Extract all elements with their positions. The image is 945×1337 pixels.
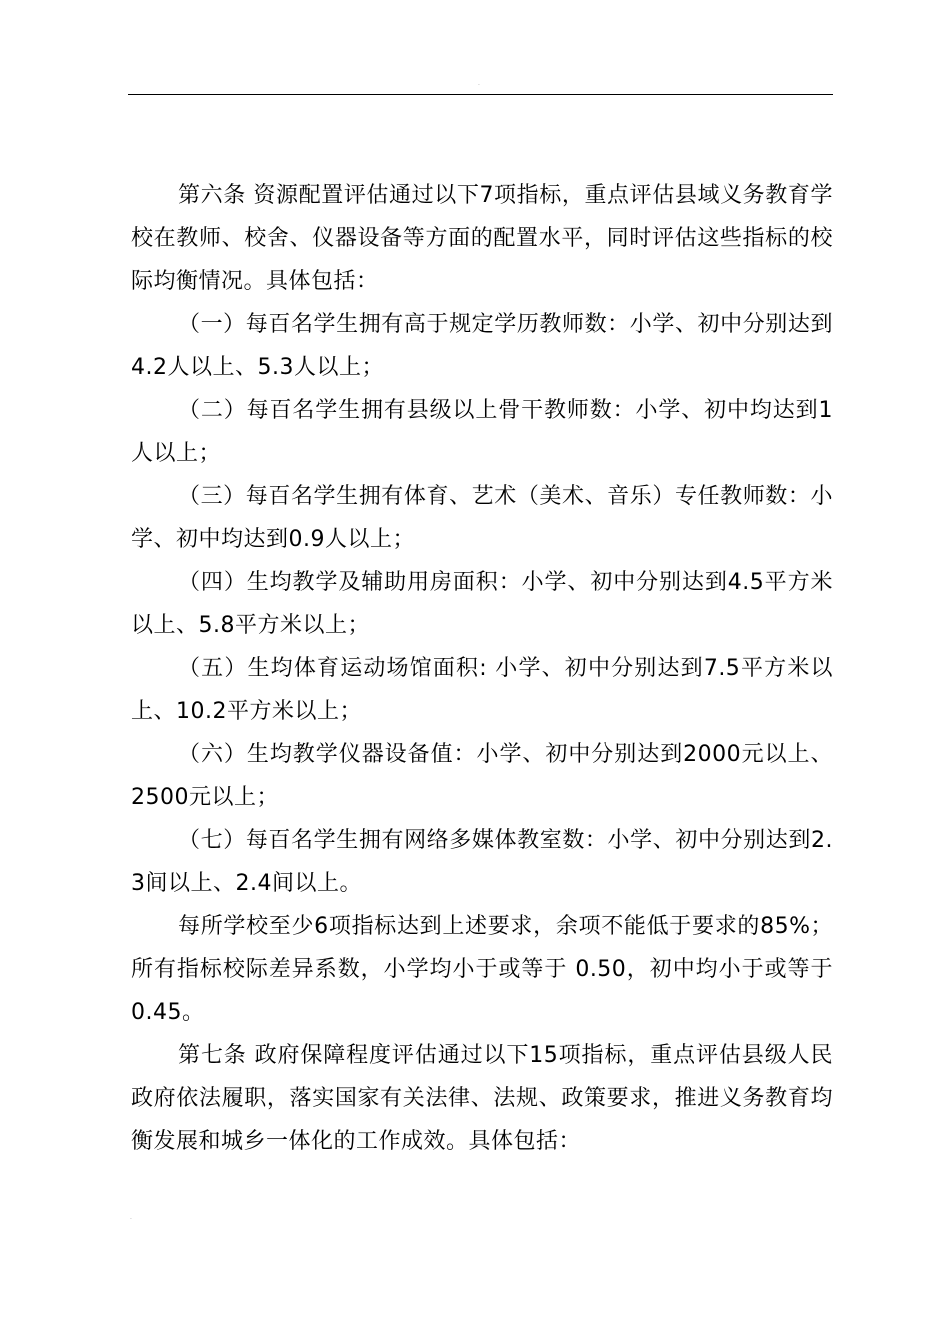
- item-5-paragraph: （五）生均体育运动场馆面积: 小学、初中分别达到7.5平方米以上、10.2平方米以上；: [131, 656, 833, 724]
- item-2-paragraph: （二）每百名学生拥有县级以上骨干教师数：小学、初中均达到1人以上；: [131, 398, 833, 466]
- item-3-paragraph: （三）每百名学生拥有体育、艺术（美术、音乐）专任教师数：小学、初中均达到0.9人以上；: [131, 484, 833, 552]
- item-1-paragraph: （一）每百名学生拥有高于规定学历教师数：小学、初中分别达到4.2人以上、5.3人以上；: [131, 312, 833, 380]
- item-7-paragraph: （七）每百名学生拥有网络多媒体教室数：小学、初中分别达到2.3间以上、2.4间以上。: [131, 828, 833, 896]
- item-4-paragraph: （四）生均教学及辅助用房面积：小学、初中分别达到4.5平方米以上、5.8平方米以上；: [131, 570, 833, 638]
- article-7-paragraph: 第七条 政府保障程度评估通过以下15项指标，重点评估县级人民政府依法履职，落实国家有关法律、法规、政策要求，推进义务教育均衡发展和城乡一体化的工作成效。具体包括：: [131, 1043, 833, 1154]
- header-mark: ·: [478, 82, 480, 89]
- item-6-paragraph: （六）生均教学仪器设备值：小学、初中分别达到2000元以上、2500元以上；: [131, 742, 833, 810]
- article-6-paragraph: 第六条 资源配置评估通过以下7项指标，重点评估县域义务教育学校在教师、校舍、仪器设备等方面的配置水平，同时评估这些指标的校际均衡情况。具体包括：: [131, 183, 833, 294]
- document-body: [131, 174, 833, 1163]
- footer-mark: .: [130, 1214, 132, 1221]
- header-rule: [128, 94, 833, 95]
- requirement-paragraph: 每所学校至少6项指标达到上述要求，余项不能低于要求的85%；所有指标校际差异系数，小学均小于或等于 0.50，初中均小于或等于0.45。: [131, 914, 833, 1025]
